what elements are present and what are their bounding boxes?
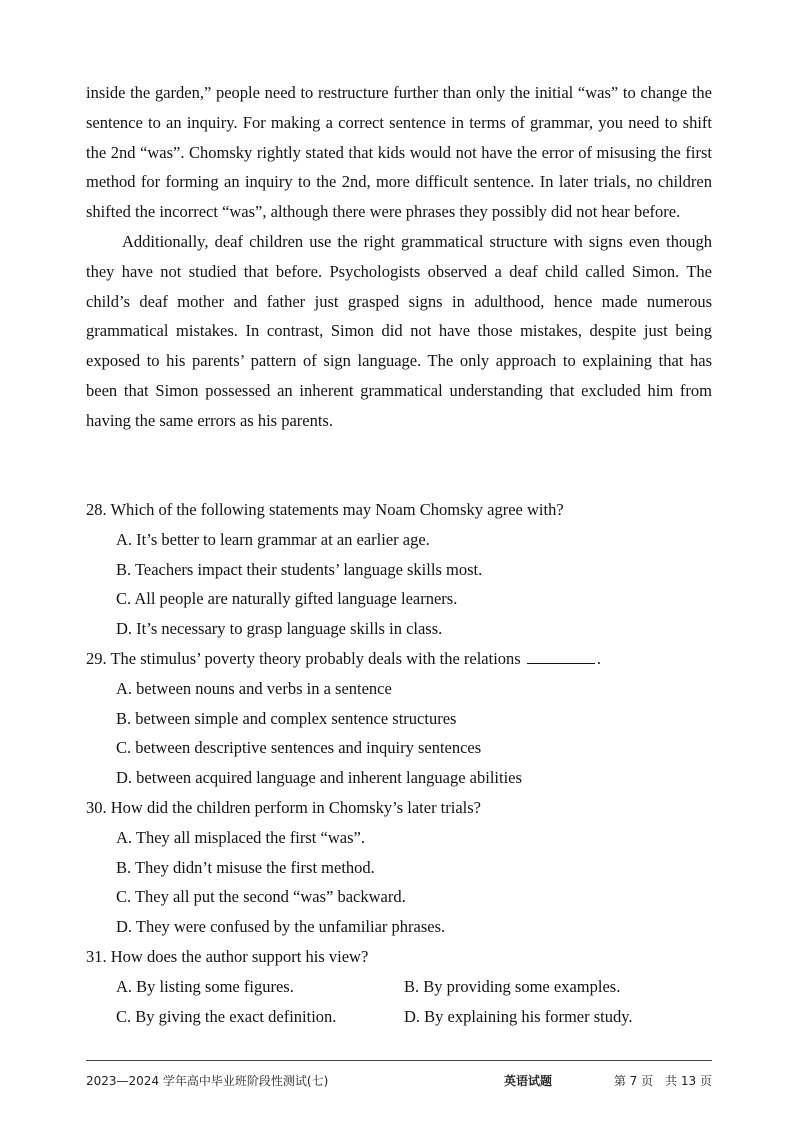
option-d: D. They were confused by the unfamiliar phrases.	[116, 917, 446, 937]
page-number: 第 7 页 共 13 页	[613, 1074, 712, 1088]
option-d: D. between acquired language and inherent language abilities	[116, 768, 522, 788]
option-row	[116, 1002, 712, 1032]
option-a: A. By listing some figures.	[116, 976, 294, 996]
page-footer	[86, 1072, 712, 1092]
option-a: A. between nouns and verbs in a sentence	[116, 678, 392, 698]
question-28	[86, 495, 712, 644]
passage-paragraph-2: Additionally, deaf children use the right grammatical structure with signs even though they have not studied that before. Psychologists observed a deaf child called Simon. The child’s deaf mother and father just grasped signs in adulthood, hence made numerous grammatical mistakes. In contrast, Simon did not have those mistakes, despite just being exposed to his parents’ pattern of sign language. The only approach to explaining that has been that Simon possessed an inherent grammatical understanding that excluded him from having the same errors as his parents.	[86, 231, 712, 430]
subject-label: 英语试题	[504, 1074, 553, 1088]
exam-title: 2023—2024 学年高中毕业班阶段性测试(七)	[86, 1074, 329, 1088]
question-31	[86, 942, 712, 1031]
answer-blank	[527, 649, 595, 664]
option-a: A. It’s better to learn grammar at an earlier age.	[116, 529, 430, 549]
option-c: C. By giving the exact definition.	[116, 1006, 337, 1026]
footer-divider	[86, 1060, 712, 1061]
question-30	[86, 793, 712, 942]
option-a: A. They all misplaced the first “was”.	[116, 827, 365, 847]
question-29	[86, 644, 712, 793]
question-stem-text: 29. The stimulus’ poverty theory probably deals with the relations	[86, 648, 521, 668]
option-b: B. Teachers impact their students’ language skills most.	[116, 559, 483, 579]
option-d: D. It’s necessary to grasp language skills in class.	[116, 619, 443, 639]
option-row	[116, 972, 712, 1002]
reading-passage	[86, 78, 712, 436]
passage-paragraph-1: inside the garden,” people need to restructure further than only the initial “was” to change the sentence to an inquiry. For making a correct sentence in terms of grammar, you need to shift the 2nd “was”. Chomsky rightly stated that kids would not have the error of misusing the first method for forming an inquiry to the 2nd, more difficult sentence. In later trials, no children shifted the incorrect “was”, although there were phrases they possibly did not hear before.	[86, 83, 712, 222]
question-stem: 30. How did the children perform in Chomsky’s later trials?	[86, 797, 482, 817]
question-stem: 28. Which of the following statements may Noam Chomsky agree with?	[86, 500, 564, 519]
question-stem: 31. How does the author support his view?	[86, 946, 369, 966]
question-stem-end: .	[596, 648, 601, 668]
option-c: C. They all put the second “was” backward.	[116, 887, 406, 907]
option-c: C. All people are naturally gifted language learners.	[116, 589, 458, 609]
option-b: B. They didn’t misuse the first method.	[116, 857, 375, 877]
option-b: B. between simple and complex sentence structures	[116, 708, 457, 728]
question-list	[86, 495, 712, 1031]
option-d: D. By explaining his former study.	[404, 1006, 633, 1026]
question-stem	[86, 644, 712, 674]
option-c: C. between descriptive sentences and inquiry sentences	[116, 738, 482, 758]
option-b: B. By providing some examples.	[404, 976, 621, 996]
